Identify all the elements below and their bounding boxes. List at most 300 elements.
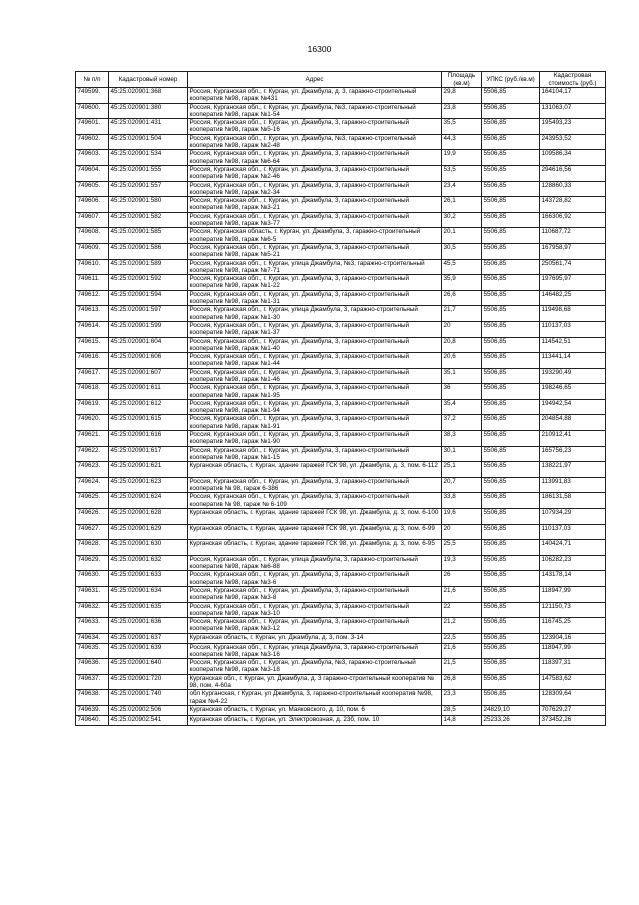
row-num: 749639. [76,705,109,715]
row-num: 749599. [76,88,109,104]
table-row [76,259,606,275]
upks: 5506,85 [482,540,540,556]
cadastral-number: 45:25:020901:612 [109,399,188,415]
cadastral-number: 45:25:020901:557 [109,181,188,197]
address: Россия, Курганская обл., г. Курган, ул. Джамбула, №3, гаражно-строительный кооператив №98, гараж №3-18 [188,659,442,675]
cadastral-cost: 373452,26 [540,715,606,725]
header-upks: УПКС (руб./кв.м) [482,72,540,88]
address: Курганская обл., г. Курган, ул. Джамбула, д. 3 гаражно-строительный кооператив № 98, пом. 4-60а [188,674,442,690]
cadastral-number: 45:25:020901:599 [109,321,188,337]
cadastral-number: 45:25:020901:623 [109,477,188,493]
cadastral-cost: 118397,31 [540,659,606,675]
upks: 5506,85 [482,212,540,228]
cadastral-number: 45:25:020901:431 [109,119,188,135]
table-row [76,384,606,400]
table-row [76,212,606,228]
header-area: Площадь (кв.м) [442,72,482,88]
cadastral-cost: 128309,64 [540,690,606,706]
address: Курганская область, г. Курган, здание гаражей ГСК 98, ул. Джамбула, д. 3, пом. 6-95 [188,540,442,556]
table-row [76,633,606,643]
row-num: 749609. [76,243,109,259]
table-row [76,477,606,493]
upks: 5506,85 [482,119,540,135]
header-cadastral: Кадастровый номер [109,72,188,88]
upks: 5506,85 [482,290,540,306]
upks: 5506,85 [482,337,540,353]
cadastral-cost: 116745,25 [540,618,606,634]
cadastral-cost: 121150,73 [540,602,606,618]
upks: 5506,85 [482,633,540,643]
area: 30,5 [442,243,482,259]
table-row [76,290,606,306]
row-num: 749623. [76,462,109,478]
cadastral-cost: 143178,14 [540,571,606,587]
cadastral-number: 45:25:020901:555 [109,165,188,181]
row-num: 749628. [76,540,109,556]
cadastral-number: 45:25:020901:606 [109,353,188,369]
table-row [76,705,606,715]
row-num: 749637. [76,674,109,690]
cadastral-number: 45:25:020901:629 [109,524,188,540]
row-num: 749629. [76,555,109,571]
cadastral-number: 45:25:020901:611 [109,384,188,400]
upks: 5506,85 [482,165,540,181]
table-row [76,103,606,119]
upks: 5506,85 [482,384,540,400]
address: Россия, Курганская обл., г. Курган, улица Джамбула, №3, гаражно-строительный кооператив №98, гараж №7-71 [188,259,442,275]
upks: 5506,85 [482,446,540,462]
area: 30,1 [442,446,482,462]
area: 37,2 [442,415,482,431]
cadastral-cost: 204854,88 [540,415,606,431]
address: Россия, Курганская обл., г. Курган, ул. Джамбула, 3, гаражно-строительный кооператив №98, гараж №2-34 [188,181,442,197]
table-row [76,446,606,462]
address: Россия, Курганская обл., г. Курган, ул. Джамбула, 3, гаражно-строительный кооператив №98, гараж №1-90 [188,431,442,447]
cadastral-cost: 195493,23 [540,119,606,135]
row-num: 749620. [76,415,109,431]
table-row [76,165,606,181]
area: 53,5 [442,165,482,181]
upks: 5506,85 [482,571,540,587]
address: Россия, Курганская обл., г. Курган, ул. Джамбула, 3, гаражно-строительный кооператив №98, гараж №6-64 [188,150,442,166]
row-num: 749636. [76,659,109,675]
address: обл Курганская, г Курган, ул Джамбула, 3, гаражно-строительный кооператив №98, гараж №4-22 [188,690,442,706]
cadastral-cost: 118947,99 [540,643,606,659]
area: 20,1 [442,228,482,244]
address: Россия, Курганская обл., г. Курган, ул. Джамбула, 3, гаражно-строительный кооператив №98, гараж №3-21 [188,197,442,213]
row-num: 749640. [76,715,109,725]
row-num: 749600. [76,103,109,119]
row-num: 749601. [76,119,109,135]
row-num: 749638. [76,690,109,706]
table-body [76,88,606,726]
address: Россия, Курганская обл., г. Курган, ул. Джамбула, 3, гаражно-строительный кооператив №98, гараж №1-31 [188,290,442,306]
upks: 5506,85 [482,306,540,322]
cadastral-number: 45:25:020901:621 [109,462,188,478]
table-row [76,602,606,618]
row-num: 749624. [76,477,109,493]
cadastral-cost: 113991,83 [540,477,606,493]
upks: 5506,85 [482,659,540,675]
cadastral-cost: 294616,56 [540,165,606,181]
address: Курганская область, г. Курган, здание гаражей ГСК 98, ул. Джамбула, д. 3, пом. 6-112 [188,462,442,478]
area: 26,6 [442,290,482,306]
cadastral-cost: 106282,23 [540,555,606,571]
upks: 5506,85 [482,368,540,384]
header-num: № п/п [76,72,109,88]
table-row [76,134,606,150]
cadastral-cost: 110137,03 [540,524,606,540]
address: Россия, Курганская обл., г. Курган, ул. Джамбула, 3, гаражно-строительный кооператив №98, гараж №1-37 [188,321,442,337]
address: Курганская область, г. Курган, здание гаражей ГСК 98, ул. Джамбула, д. 3, пом. 6-100 [188,509,442,525]
area: 21,6 [442,587,482,603]
cadastral-number: 45:25:020901:630 [109,540,188,556]
cadastral-number: 45:25:020901:597 [109,306,188,322]
table-row [76,571,606,587]
cadastral-cost: 194942,54 [540,399,606,415]
table-row [76,587,606,603]
upks: 5506,85 [482,524,540,540]
table-row [76,150,606,166]
cadastral-number: 45:25:020902:541 [109,715,188,725]
row-num: 749613. [76,306,109,322]
row-num: 749635. [76,643,109,659]
area: 38,3 [442,431,482,447]
area: 20 [442,321,482,337]
address: Россия, Курганская обл., г. Курган, ул. Джамбула, №3, гаражно-строительный кооператив №98, гараж №2-48 [188,134,442,150]
area: 20,8 [442,337,482,353]
upks: 25233,26 [482,715,540,725]
address: Курганская область, г. Курган, ул. Джамбула, д. 3, пом. 3-14 [188,633,442,643]
upks: 5506,85 [482,275,540,291]
cadastral-number: 45:25:020902:506 [109,705,188,715]
row-num: 749602. [76,134,109,150]
address: Россия, Курганская обл., г. Курган, ул. Джамбула, 3, гаражно-строительный кооператив №98, гараж №1-94 [188,399,442,415]
table-row [76,462,606,478]
table-row [76,337,606,353]
upks: 5506,85 [482,477,540,493]
cadastral-number: 45:25:020901:589 [109,259,188,275]
row-num: 749616. [76,353,109,369]
table-row [76,353,606,369]
area: 20,6 [442,353,482,369]
cadastral-table [75,71,606,726]
cadastral-number: 45:25:020901:504 [109,134,188,150]
address: Россия, Курганская обл., г. Курган, ул. Джамбула, 3, гаражно-строительный кооператив № 98, гараж 6-386 [188,477,442,493]
cadastral-number: 45:25:020901:585 [109,228,188,244]
row-num: 749622. [76,446,109,462]
address: Россия, Курганская обл., г. Курган, ул. Джамбула, 3, гаражно-строительный кооператив №98, гараж №1-91 [188,415,442,431]
table-row [76,431,606,447]
page-number: 16300 [307,44,332,54]
upks: 5506,85 [482,197,540,213]
table-row [76,306,606,322]
address: Россия, Курганская обл., г. Курган, ул. Джамбула, №3, гаражно-строительный кооператив №98, гараж №1-54 [188,103,442,119]
area: 28,5 [442,705,482,715]
area: 23,4 [442,181,482,197]
area: 35,5 [442,119,482,135]
row-num: 749611. [76,275,109,291]
cadastral-cost: 186131,58 [540,493,606,509]
table-row [76,197,606,213]
upks: 5506,85 [482,259,540,275]
cadastral-cost: 109586,34 [540,150,606,166]
cadastral-number: 45:25:020901:616 [109,431,188,447]
row-num: 749617. [76,368,109,384]
cadastral-number: 45:25:020901:635 [109,602,188,618]
row-num: 749607. [76,212,109,228]
cadastral-cost: 146482,25 [540,290,606,306]
cadastral-number: 45:25:020901:582 [109,212,188,228]
cadastral-cost: 165756,23 [540,446,606,462]
area: 29,8 [442,88,482,104]
cadastral-cost: 140424,71 [540,540,606,556]
area: 20,7 [442,477,482,493]
address: Россия, Курганская обл., г. Курган, улица Джамбула, 3, гаражно-строительный кооператив №98, гараж №3-16 [188,643,442,659]
upks: 5506,85 [482,415,540,431]
table-row [76,690,606,706]
upks: 5506,85 [482,321,540,337]
cadastral-number: 45:25:020901:604 [109,337,188,353]
upks: 5506,85 [482,431,540,447]
table-row [76,243,606,259]
upks: 5506,85 [482,555,540,571]
row-num: 749612. [76,290,109,306]
cadastral-number: 45:25:020901:624 [109,493,188,509]
area: 21,2 [442,618,482,634]
cadastral-cost: 131063,07 [540,103,606,119]
cadastral-number: 45:25:020901:368 [109,88,188,104]
address: Россия, Курганская обл., г. Курган, ул. Джамбула, 3, гаражно-строительный кооператив №98, гараж №3-77 [188,212,442,228]
table-row [76,415,606,431]
address: Россия, Курганская обл., г. Курган, ул. Джамбула, 3, гаражно-строительный кооператив №98, гараж №1-95 [188,384,442,400]
table-row [76,88,606,104]
area: 33,8 [442,493,482,509]
table-row [76,715,606,725]
address: Россия, Курганская обл., г. Курган, ул. Джамбула, 3, гаражно-строительный кооператив №98, гараж №3-6 [188,571,442,587]
row-num: 749627. [76,524,109,540]
area: 26,8 [442,674,482,690]
row-num: 749614. [76,321,109,337]
cadastral-number: 45:25:020901:740 [109,690,188,706]
area: 20 [442,524,482,540]
row-num: 749603. [76,150,109,166]
address: Россия, Курганская обл., г. Курган, ул. Джамбула, д. 3, гаражно-строительный кооператив №98, гараж №431 [188,88,442,104]
upks: 24829,10 [482,705,540,715]
area: 44,3 [442,134,482,150]
area: 21,7 [442,306,482,322]
row-num: 749633. [76,618,109,634]
row-num: 749634. [76,633,109,643]
table-row [76,524,606,540]
row-num: 749605. [76,181,109,197]
table-row [76,540,606,556]
table-row [76,659,606,675]
cadastral-cost: 114542,51 [540,337,606,353]
cadastral-cost: 110687,72 [540,228,606,244]
cadastral-number: 45:25:020901:617 [109,446,188,462]
table-row [76,181,606,197]
area: 19,3 [442,555,482,571]
cadastral-cost: 243953,52 [540,134,606,150]
cadastral-number: 45:25:020901:628 [109,509,188,525]
address: Россия, Курганская обл., г. Курган, улица Джамбула, 3, гаражно-строительный кооператив №98, гараж №1-30 [188,306,442,322]
cadastral-number: 45:25:020901:607 [109,368,188,384]
header-cost: Кадастровая стоимость (руб.) [540,72,606,88]
upks: 5506,85 [482,150,540,166]
address: Россия, Курганская обл., г. Курган, ул. Джамбула, 3, гаражно-строительный кооператив №98, гараж №1-15 [188,446,442,462]
cadastral-cost: 197695,97 [540,275,606,291]
address: Россия, Курганская обл., г. Курган, ул. Джамбула, 3, гаражно-строительный кооператив №98, гараж №2-46 [188,165,442,181]
cadastral-number: 45:25:020901:636 [109,618,188,634]
address: Россия, Курганская обл., г. Курган, ул. Джамбула, 3, гаражно-строительный кооператив №98, гараж №3-12 [188,618,442,634]
area: 35,4 [442,399,482,415]
cadastral-number: 45:25:020901:637 [109,633,188,643]
address: Курганская область, г. Курган, здание гаражей ГСК 98, ул. Джамбула, д. 3, пом. 6-99 [188,524,442,540]
cadastral-cost: 164104,17 [540,88,606,104]
address: Россия, Курганская обл., г. Курган, ул. Джамбула, 3, гаражно-строительный кооператив № 98, гараж № 6-109 [188,493,442,509]
table-row [76,321,606,337]
upks: 5506,85 [482,690,540,706]
area: 21,5 [442,659,482,675]
row-num: 749604. [76,165,109,181]
upks: 5506,85 [482,228,540,244]
cadastral-cost: 707629,27 [540,705,606,715]
table-row [76,509,606,525]
cadastral-number: 45:25:020901:632 [109,555,188,571]
cadastral-number: 45:25:020901:633 [109,571,188,587]
cadastral-cost: 198246,65 [540,384,606,400]
area: 23,3 [442,690,482,706]
area: 25,5 [442,540,482,556]
cadastral-cost: 193290,49 [540,368,606,384]
area: 19,9 [442,150,482,166]
table-row [76,228,606,244]
address: Россия, Курганская обл., г. Курган, ул. Джамбула, 3, гаражно-строительный кооператив №98, гараж №3-10 [188,602,442,618]
address: Россия, Курганская обл., г. Курган, ул. Джамбула, 3, гаражно-строительный кооператив №98, гараж №5-16 [188,119,442,135]
row-num: 749621. [76,431,109,447]
address: Россия, Курганская обл., г. Курган, ул. Джамбула, 3, гаражно-строительный кооператив №98, гараж №1-40 [188,337,442,353]
row-num: 749632. [76,602,109,618]
upks: 5506,85 [482,134,540,150]
area: 25,1 [442,462,482,478]
area: 36 [442,384,482,400]
cadastral-cost: 107934,29 [540,509,606,525]
cadastral-number: 45:25:020901:720 [109,674,188,690]
area: 21,6 [442,643,482,659]
cadastral-cost: 118947,99 [540,587,606,603]
address: Россия, Курганская обл., г. Курган, ул. Джамбула, 3, гаражно-строительный кооператив №98, гараж №1-22 [188,275,442,291]
cadastral-cost: 147583,62 [540,674,606,690]
table-row [76,275,606,291]
header-address: Адрес [188,72,442,88]
upks: 5506,85 [482,493,540,509]
row-num: 749619. [76,399,109,415]
cadastral-cost: 128860,33 [540,181,606,197]
address: Россия, Курганская обл., г. Курган, ул. Джамбула, 3, гаражно-строительный кооператив №98, гараж №1-46 [188,368,442,384]
cadastral-number: 45:25:020901:594 [109,290,188,306]
cadastral-cost: 110137,03 [540,321,606,337]
cadastral-number: 45:25:020901:615 [109,415,188,431]
address: Россия, Курганская обл., г. Курган, улица Джамбула, 3, гаражно-строительный кооператив №98, гараж №6-88 [188,555,442,571]
cadastral-number: 45:25:020901:640 [109,659,188,675]
address: Курганская область, г. Курган, ул. Маяковского, д. 10, пом. 6 [188,705,442,715]
table-row [76,674,606,690]
area: 22,5 [442,633,482,643]
upks: 5506,85 [482,243,540,259]
cadastral-number: 45:25:020901:592 [109,275,188,291]
cadastral-number: 45:25:020901:634 [109,587,188,603]
upks: 5506,85 [482,602,540,618]
cadastral-cost: 123904,16 [540,633,606,643]
upks: 5506,85 [482,674,540,690]
upks: 5506,85 [482,462,540,478]
upks: 5506,85 [482,643,540,659]
table-row [76,368,606,384]
area: 22 [442,602,482,618]
area: 30,2 [442,212,482,228]
row-num: 749618. [76,384,109,400]
upks: 5506,85 [482,88,540,104]
cadastral-cost: 167958,97 [540,243,606,259]
upks: 5506,85 [482,181,540,197]
upks: 5506,85 [482,353,540,369]
cadastral-cost: 143728,82 [540,197,606,213]
area: 26 [442,571,482,587]
row-num: 749630. [76,571,109,587]
area: 14,8 [442,715,482,725]
cadastral-cost: 113441,14 [540,353,606,369]
cadastral-cost: 166306,92 [540,212,606,228]
cadastral-cost: 210912,41 [540,431,606,447]
row-num: 749606. [76,197,109,213]
upks: 5506,85 [482,509,540,525]
area: 35,1 [442,368,482,384]
cadastral-number: 45:25:020901:580 [109,197,188,213]
row-num: 749608. [76,228,109,244]
cadastral-number: 45:25:020901:639 [109,643,188,659]
table-row [76,399,606,415]
row-num: 749615. [76,337,109,353]
upks: 5506,85 [482,103,540,119]
address: Курганская область, г. Курган, ул. Электровозная, д. 23б, пом. 10 [188,715,442,725]
cadastral-number: 45:25:020901:586 [109,243,188,259]
upks: 5506,85 [482,399,540,415]
upks: 5506,85 [482,587,540,603]
table-row [76,618,606,634]
table-row [76,555,606,571]
area: 19,6 [442,509,482,525]
table-row [76,643,606,659]
row-num: 749631. [76,587,109,603]
cadastral-number: 45:25:020901:380 [109,103,188,119]
address: Россия, Курганская обл., г. Курган, ул. Джамбула, 3, гаражно-строительный кооператив №98, гараж №3-8 [188,587,442,603]
area: 26,1 [442,197,482,213]
upks: 5506,85 [482,618,540,634]
table-header-row [76,72,606,88]
cadastral-cost: 119498,68 [540,306,606,322]
area: 35,9 [442,275,482,291]
row-num: 749610. [76,259,109,275]
table-row [76,119,606,135]
cadastral-cost: 250561,74 [540,259,606,275]
row-num: 749626. [76,509,109,525]
row-num: 749625. [76,493,109,509]
table-row [76,493,606,509]
cadastral-cost: 138221,97 [540,462,606,478]
area: 45,5 [442,259,482,275]
cadastral-number: 45:25:020901:534 [109,150,188,166]
